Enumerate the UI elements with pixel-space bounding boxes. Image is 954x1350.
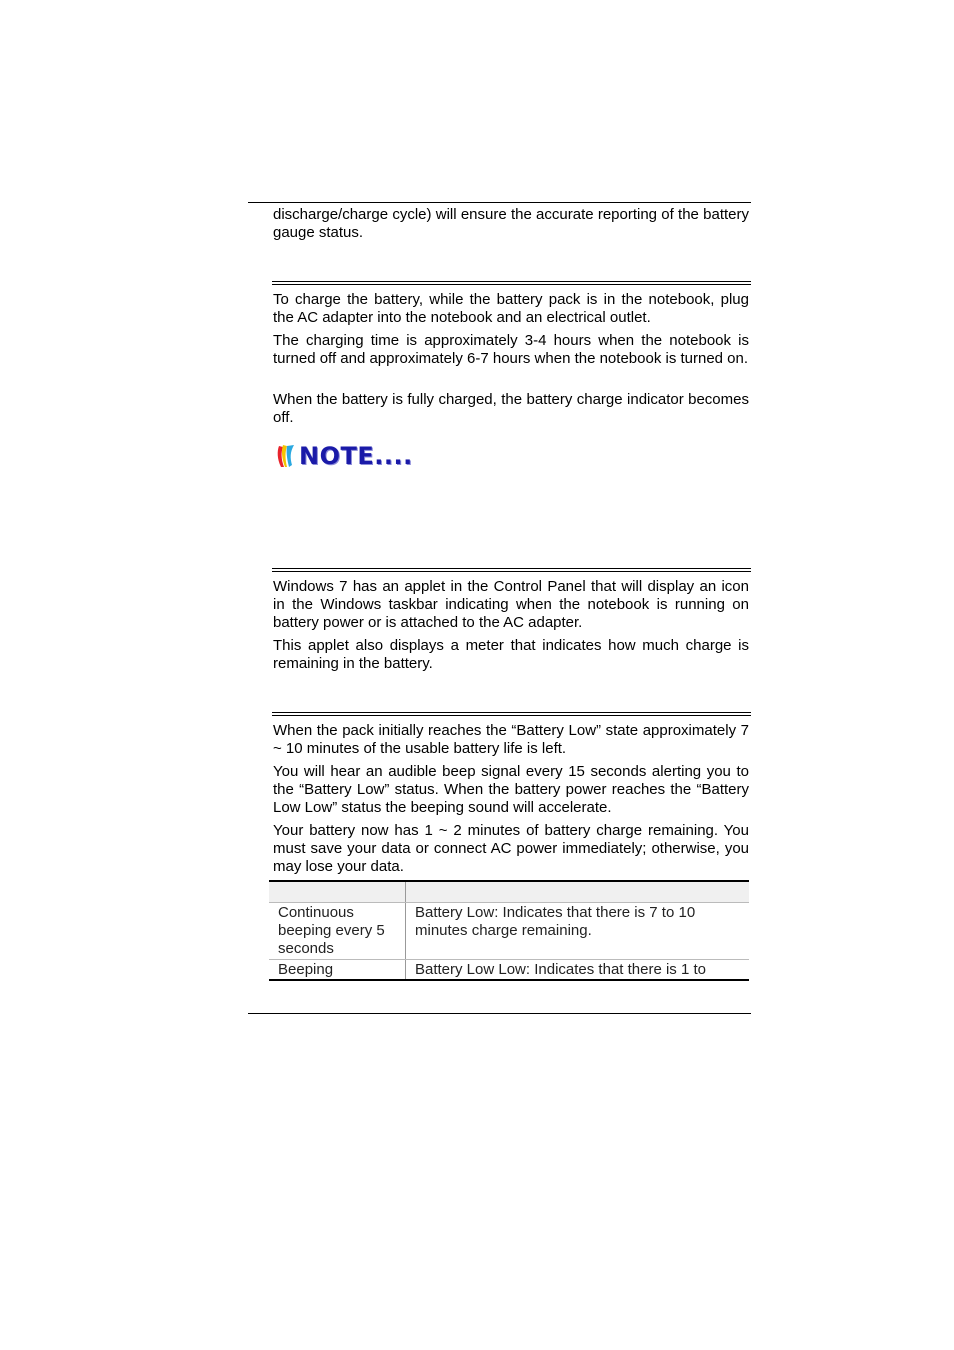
section-divider xyxy=(272,568,751,572)
paragraph: discharge/charge cycle) will ensure the accurate reporting of the battery gauge status. xyxy=(273,206,749,241)
note-label: NOTE.... xyxy=(299,442,413,470)
top-rule xyxy=(248,202,751,203)
table-header-cell xyxy=(406,881,750,903)
table-cell: Battery Low Low: Indicates that there is 1 to xyxy=(406,960,750,981)
section-divider xyxy=(272,281,751,285)
paragraph: Your battery now has 1 ~ 2 minutes of battery charge remaining. You must save your data or connect AC power immediately; otherwise, you may lose your data. xyxy=(273,822,749,875)
paragraph: When the pack initially reaches the “Battery Low” state approximately 7 ~ 10 minutes of the usable battery life is left. xyxy=(273,722,749,757)
table-cell: Continuous beeping every 5 seconds xyxy=(269,903,406,960)
note-logo xyxy=(275,441,415,471)
table-header-cell xyxy=(269,881,406,903)
paragraph: Windows 7 has an applet in the Control Panel that will display an icon in the Windows taskbar indicating when the notebook is running on battery power or is attached to the AC adapter. xyxy=(273,578,749,631)
note-mark-icon xyxy=(275,443,299,469)
paragraph: The charging time is approximately 3-4 hours when the notebook is turned off and approximately 6-7 hours when the notebook is turned on. xyxy=(273,332,749,367)
paragraph: To charge the battery, while the battery pack is in the notebook, plug the AC adapter into the notebook and an electrical outlet. xyxy=(273,291,749,326)
beep-signal-table xyxy=(269,880,749,981)
paragraph: When the battery is fully charged, the battery charge indicator becomes off. xyxy=(273,391,749,426)
paragraph: This applet also displays a meter that indicates how much charge is remaining in the battery. xyxy=(273,637,749,672)
section-divider xyxy=(272,712,751,716)
table-row xyxy=(269,960,749,981)
paragraph: You will hear an audible beep signal every 15 seconds alerting you to the “Battery Low” status. When the battery power reaches the “Battery Low Low” status the beeping sound will accelerate. xyxy=(273,763,749,816)
table-cell: Battery Low: Indicates that there is 7 to 10 minutes charge remaining. xyxy=(406,903,750,960)
bottom-rule xyxy=(248,1013,751,1014)
table-header-row xyxy=(269,881,749,903)
table-cell: Beeping xyxy=(269,960,406,981)
table-row xyxy=(269,903,749,960)
